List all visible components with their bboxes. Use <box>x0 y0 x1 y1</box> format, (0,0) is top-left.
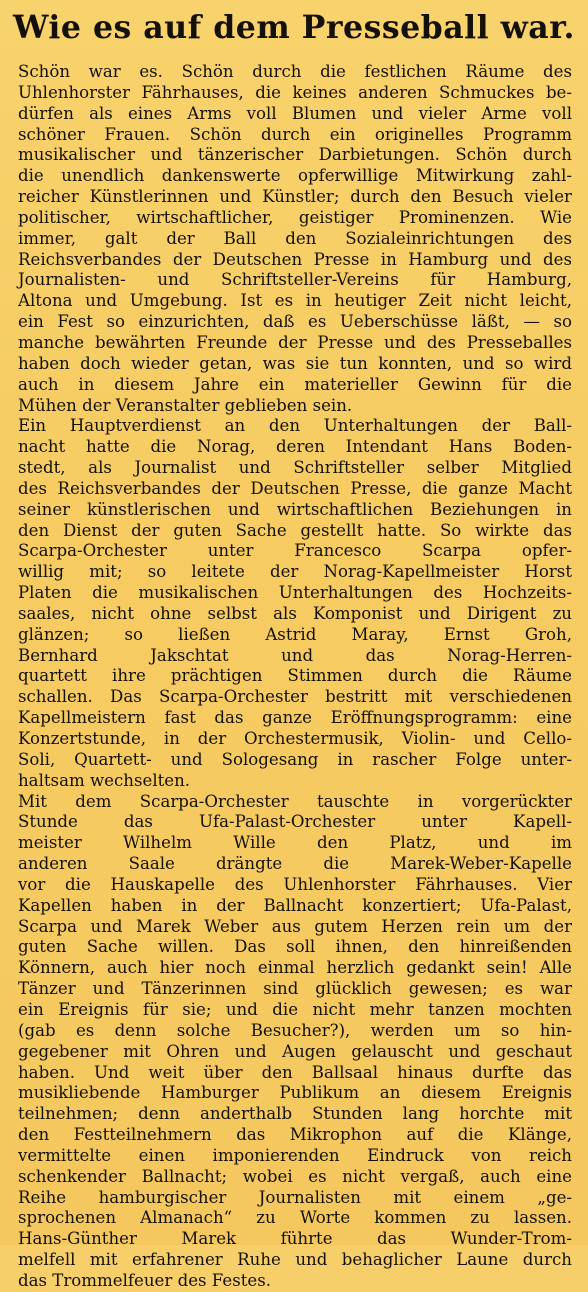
text-line: vermittelte einen imponierenden Eindruck von reich <box>18 1145 572 1165</box>
text-line: die unendlich dankenswerte opferwillige Mitwirkung zahl- <box>18 166 572 186</box>
text-line: manche bewährten Freunde der Presse und des Presseballes <box>18 332 572 352</box>
text-line: (gab es denn solche Besucher?), werden um so hin- <box>18 1020 572 1040</box>
text-line: Journalisten- und Schriftsteller-Vereins für Hamburg, <box>18 270 572 290</box>
text-line: politischer, wirtschaftlicher, geistiger Prominenzen. Wie <box>18 207 572 227</box>
paragraph <box>18 416 572 791</box>
text-line: Ein Hauptverdienst an den Unterhaltungen der Ball- <box>18 416 572 436</box>
text-line: Altona und Umgebung. Ist es in heutiger Zeit nicht leicht, <box>18 291 572 311</box>
text-line: guten Sache willen. Das soll ihnen, den hinreißenden <box>18 937 572 957</box>
text-line: Mit dem Scarpa-Orchester tauschte in vorgerückter <box>18 791 572 811</box>
text-line: Konzertstunde, in der Orchestermusik, Violin- und Cello- <box>18 729 572 748</box>
text-line: sprochenen Almanach“ zu Worte kommen zu lassen. <box>18 1208 572 1228</box>
text-line: anderen Saale drängte die Marek-Weber-Kapelle <box>18 854 572 874</box>
text-line: quartett ihre prächtigen Stimmen durch die Räume <box>18 666 572 686</box>
text-line: Tänzer und Tänzerinnen sind glücklich gewesen; es war <box>18 979 572 999</box>
text-line: Uhlenhorster Fährhauses, die keines anderen Schmuckes be- <box>18 82 572 102</box>
text-line: willig mit; so leitete der Norag-Kapellmeister Horst <box>18 562 572 582</box>
text-line: Könnern, auch hier noch einmal herzlich gedankt sein! Alle <box>18 958 572 978</box>
text-line: glänzen; so ließen Astrid Maray, Ernst Groh, <box>18 624 572 644</box>
paragraph <box>18 792 572 1292</box>
text-line: dürfen als eines Arms voll Blumen und vieler Arme voll <box>18 103 572 123</box>
text-line: den Dienst der guten Sache gestellt hatte. So wirkte das <box>18 520 572 540</box>
text-line: meister Wilhelm Wille den Platz, und im <box>18 833 572 853</box>
text-line: Hans-Günther Marek führte das Wunder-Trom- <box>18 1229 572 1249</box>
text-line: melfell mit erfahrener Ruhe und behaglicher Laune durch <box>18 1250 572 1270</box>
text-line: haltsam wechselten. <box>18 770 191 790</box>
text-line: seiner künstlerischen und wirtschaftlichen Beziehungen in <box>18 499 572 519</box>
text-line: Stunde das Ufa-Palast-Orchester unter Kapell- <box>18 812 572 832</box>
text-line: haben. Und weit über den Ballsaal hinaus durfte das <box>18 1062 572 1082</box>
text-line: gegebener mit Ohren und Augen gelauscht und geschaut <box>18 1041 572 1061</box>
text-line: reicher Künstlerinnen und Künstler; durch den Besuch vieler <box>18 187 572 207</box>
text-line: schenkender Ballnacht; wobei es nicht vergaß, auch eine <box>18 1166 572 1186</box>
text-line: musikliebende Hamburger Publikum an diesem Ereignis <box>18 1083 572 1103</box>
text-line: Reihe hamburgischer Journalisten mit einem „ge- <box>18 1187 572 1207</box>
text-line: Mühen der Veranstalter geblieben sein. <box>18 395 353 415</box>
text-line: musikalischer und tänzerischer Darbietungen. Schön durch <box>18 145 572 165</box>
text-line: auch in diesem Jahre ein materieller Gewinn für die <box>18 374 572 394</box>
text-line: Reichsverbandes der Deutschen Presse in Hamburg und des <box>18 249 572 269</box>
text-line: Bernhard Jakschtat und das Norag-Herren- <box>18 645 572 665</box>
text-line: teilnehmen; denn anderthalb Stunden lang horchte mit <box>18 1104 572 1124</box>
article-body <box>18 62 572 1292</box>
text-line: schallen. Das Scarpa-Orchester bestritt mit verschiedenen <box>18 687 572 707</box>
text-line: Scarpa und Marek Weber aus gutem Herzen rein um der <box>18 916 572 936</box>
text-line: ein Fest so einzurichten, daß es Ueberschüsse läßt, — so <box>18 312 572 332</box>
text-line: den Festteilnehmern das Mikrophon auf die Klänge, <box>18 1125 572 1145</box>
text-line: schöner Frauen. Schön durch ein originelles Programm <box>18 124 572 144</box>
text-line: saales, nicht ohne selbst als Komponist und Dirigent zu <box>18 603 572 623</box>
text-line: vor die Hauskapelle des Uhlenhorster Fährhauses. Vier <box>18 874 572 894</box>
text-line: nacht hatte die Norag, deren Intendant Hans Boden- <box>18 437 572 457</box>
text-line: ein Ereignis für sie; und die nicht mehr tanzen mochten <box>18 999 572 1019</box>
text-line: Kapellen haben in der Ballnacht konzertiert; Ufa-Palast, <box>18 895 572 915</box>
text-line: haben doch wieder getan, was sie tun konnten, und so wird <box>18 353 572 373</box>
text-line: Scarpa-Orchester unter Francesco Scarpa opfer- <box>18 541 572 561</box>
text-line: des Reichsverbandes der Deutschen Presse, die ganze Macht <box>18 478 572 498</box>
text-line: immer, galt der Ball den Sozialeinrichtungen des <box>18 228 572 248</box>
text-line: Platen die musikalischen Unterhaltungen des Hochzeits- <box>18 583 572 603</box>
text-line: Soli, Quartett- und Sologesang in rascher Folge unter- <box>18 749 572 769</box>
headline: Wie es auf dem Presseball war. <box>13 9 575 46</box>
text-line: Kapellmeistern fast das ganze Eröffnungsprogramm: eine <box>18 708 572 728</box>
text-line: das Trommelfeuer des Festes. <box>18 1270 272 1290</box>
text-line: stedt, als Journalist und Schriftsteller selber Mitglied <box>18 458 572 478</box>
paragraph <box>18 62 572 416</box>
text-line: Schön war es. Schön durch die festlichen Räume des <box>18 62 572 81</box>
